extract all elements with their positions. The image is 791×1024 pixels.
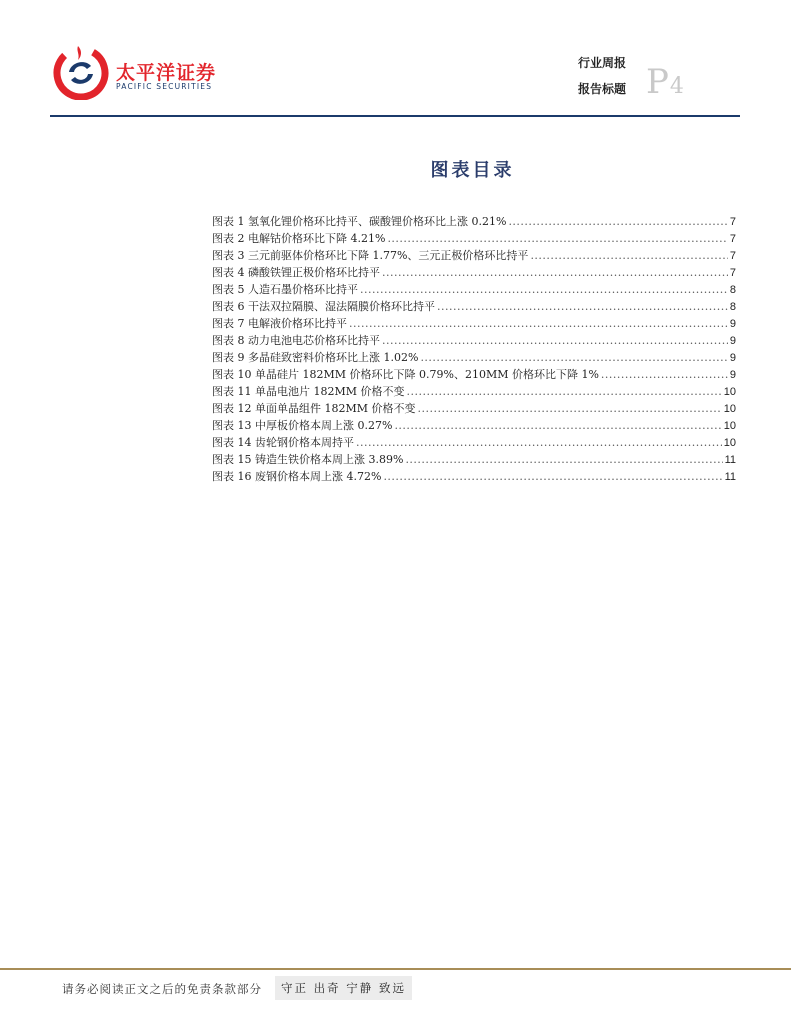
toc-entry-text: 图表 11 单晶电池片 182MM 价格不变 xyxy=(212,385,405,398)
toc-entry[interactable] xyxy=(212,417,736,434)
footer-disclaimer: 请务必阅读正文之后的免责条款部分 xyxy=(62,982,262,996)
toc-leader-dots xyxy=(382,332,728,349)
toc-entry-text: 图表 5 人造石墨价格环比持平 xyxy=(212,283,358,296)
toc-leader-dots xyxy=(420,349,727,366)
page-number-n: 4 xyxy=(669,74,685,99)
toc-entry-text: 图表 6 干法双拉隔膜、湿法隔膜价格环比持平 xyxy=(212,300,435,313)
toc-entry[interactable] xyxy=(212,247,736,264)
toc-entry-page: 7 xyxy=(729,250,736,262)
toc-entry[interactable] xyxy=(212,213,736,230)
toc-entry-text: 图表 4 磷酸铁锂正极价格环比持平 xyxy=(212,266,380,279)
brand-name-cn: 太平洋证券 xyxy=(116,62,217,84)
toc-entry-text: 图表 13 中厚板价格本周上涨 0.27% xyxy=(212,419,393,432)
toc-entry-page: 10 xyxy=(723,403,736,415)
toc-leader-dots xyxy=(407,383,722,400)
toc-entry-page: 10 xyxy=(723,437,736,449)
toc-entry-page: 7 xyxy=(729,267,736,279)
toc-title: 图表目录 xyxy=(430,160,515,181)
toc-entry-text: 图表 3 三元前驱体价格环比下降 1.77%、三元正极价格环比持平 xyxy=(212,249,529,262)
toc-leader-dots xyxy=(601,366,728,383)
toc-leader-dots xyxy=(360,281,728,298)
toc-leader-dots xyxy=(437,298,728,315)
toc-leader-dots xyxy=(405,451,722,468)
header-divider xyxy=(50,115,740,117)
toc-entry[interactable] xyxy=(212,315,736,332)
toc-entry-page: 10 xyxy=(723,420,736,432)
toc-entry[interactable] xyxy=(212,468,736,485)
toc-entry-page: 7 xyxy=(729,233,736,245)
toc-entry-page: 9 xyxy=(729,318,736,330)
toc-entry-page: 11 xyxy=(724,471,736,483)
brand-name-en: PACIFIC SECURITIES xyxy=(116,82,213,91)
toc-entry-text: 图表 15 铸造生铁价格本周上涨 3.89% xyxy=(212,453,404,466)
toc-entry-text: 图表 12 单面单晶组件 182MM 价格不变 xyxy=(212,402,416,415)
toc-entry-page: 10 xyxy=(723,386,736,398)
footer-divider xyxy=(0,968,791,970)
toc-entry-page: 7 xyxy=(729,216,736,228)
toc-entry-text: 图表 2 电解钴价格环比下降 4.21% xyxy=(212,232,386,245)
page-number-p: P xyxy=(646,62,670,102)
toc-entry[interactable] xyxy=(212,400,736,417)
toc-entry-text: 图表 8 动力电池电芯价格环比持平 xyxy=(212,334,380,347)
toc-entry[interactable] xyxy=(212,264,736,281)
toc-entry-text: 图表 16 废钢价格本周上涨 4.72% xyxy=(212,470,382,483)
toc-entry-page: 8 xyxy=(729,301,736,313)
toc-entry[interactable] xyxy=(212,230,736,247)
toc-list xyxy=(212,213,736,485)
toc-entry-page: 8 xyxy=(729,284,736,296)
brand-logo xyxy=(52,40,222,104)
toc-leader-dots xyxy=(394,417,721,434)
toc-leader-dots xyxy=(356,434,722,451)
toc-entry-page: 9 xyxy=(729,335,736,347)
toc-entry-text: 图表 14 齿轮钢价格本周持平 xyxy=(212,436,354,449)
toc-leader-dots xyxy=(383,468,722,485)
toc-entry[interactable] xyxy=(212,366,736,383)
toc-leader-dots xyxy=(508,213,727,230)
toc-entry[interactable] xyxy=(212,298,736,315)
toc-entry[interactable] xyxy=(212,349,736,366)
toc-entry-page: 9 xyxy=(729,352,736,364)
toc-leader-dots xyxy=(349,315,728,332)
toc-entry[interactable] xyxy=(212,332,736,349)
toc-entry-text: 图表 1 氢氧化锂价格环比持平、碳酸锂价格环比上涨 0.21% xyxy=(212,215,507,228)
toc-leader-dots xyxy=(387,230,727,247)
brand-emblem-icon xyxy=(52,42,110,100)
toc-entry[interactable] xyxy=(212,434,736,451)
footer-slogan: 守正 出奇 宁静 致远 xyxy=(275,976,412,1000)
toc-entry-text: 图表 10 单晶硅片 182MM 价格环比下降 0.79%、210MM 价格环比下降 1% xyxy=(212,368,599,381)
page-number xyxy=(646,62,685,102)
toc-entry-text: 图表 7 电解液价格环比持平 xyxy=(212,317,347,330)
toc-entry[interactable] xyxy=(212,383,736,400)
toc-entry[interactable] xyxy=(212,281,736,298)
toc-entry-text: 图表 9 多晶硅致密料价格环比上涨 1.02% xyxy=(212,351,419,364)
toc-entry-page: 11 xyxy=(724,454,736,466)
toc-leader-dots xyxy=(382,264,728,281)
toc-entry-page: 9 xyxy=(729,369,736,381)
toc-entry[interactable] xyxy=(212,451,736,468)
report-title-label: 报告标题 xyxy=(578,82,627,96)
toc-leader-dots xyxy=(418,400,722,417)
header-meta xyxy=(560,54,740,110)
report-type: 行业周报 xyxy=(578,56,627,70)
toc-leader-dots xyxy=(530,247,727,264)
